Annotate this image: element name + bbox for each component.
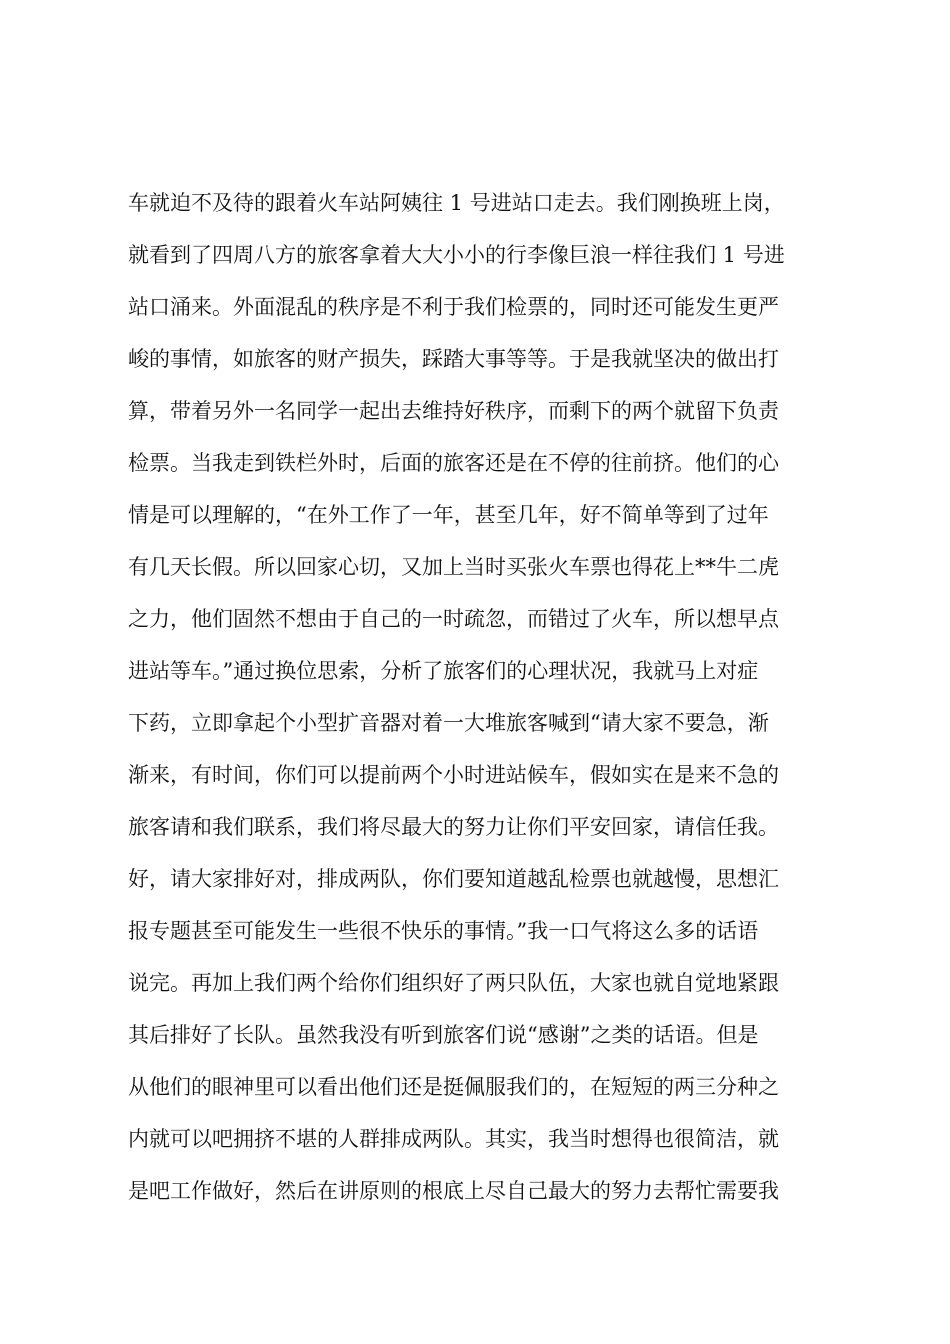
text-line: 其后排好了长队。虽然我没有听到旅客们说“感谢”之类的话语。但是	[128, 1023, 759, 1047]
text-line: 情是可以理解的，“在外工作了一年，甚至几年，好不简单等到了过年	[128, 503, 769, 527]
text-line: 好，请大家排好对，排成两队，你们要知道越乱检票也就越慢，思想汇	[128, 867, 779, 891]
text-line: 峻的事情，如旅客的财产损失，踩踏大事等等。于是我就坚决的做出打	[128, 347, 779, 371]
text-line: 检票。当我走到铁栏外时，后面的旅客还是在不停的往前挤。他们的心	[128, 451, 779, 475]
text-line: 车就迫不及待的跟着火车站阿姨往 1 号进站口走去。我们刚换班上岗，	[128, 191, 785, 215]
text-line: 从他们的眼神里可以看出他们还是挺佩服我们的，在短短的两三分种之	[128, 1075, 779, 1099]
text-line: 说完。再加上我们两个给你们组织好了两只队伍，大家也就自觉地紧跟	[128, 971, 779, 995]
text-line: 之力，他们固然不想由于自己的一时疏忽，而错过了火车，所以想早点	[128, 607, 779, 631]
text-line: 报专题甚至可能发生一些很不快乐的事情。”我一口气将这么多的话语	[128, 919, 759, 943]
text-line: 有几天长假。所以回家心切，又加上当时买张火车票也得花上**牛二虎	[128, 555, 779, 579]
text-line: 内就可以吧拥挤不堪的人群排成两队。其实，我当时想得也很简洁，就	[128, 1127, 779, 1151]
text-line: 就看到了四周八方的旅客拿着大大小小的行李像巨浪一样往我们 1 号进	[128, 243, 785, 267]
text-line: 算，带着另外一名同学一起出去维持好秩序，而剩下的两个就留下负责	[128, 399, 779, 423]
text-line: 渐来，有时间，你们可以提前两个小时进站候车，假如实在是来不急的	[128, 763, 779, 787]
text-line: 旅客请和我们联系，我们将尽最大的努力让你们平安回家，请信任我。	[128, 815, 779, 839]
text-line: 站口涌来。外面混乱的秩序是不利于我们检票的，同时还可能发生更严	[128, 295, 779, 319]
text-line: 进站等车。”通过换位思索，分析了旅客们的心理状况，我就马上对症	[128, 659, 759, 683]
text-line: 是吧工作做好，然后在讲原则的根底上尽自己最大的努力去帮忙需要我	[128, 1179, 779, 1203]
text-line: 下药，立即拿起个小型扩音器对着一大堆旅客喊到“请大家不要急，渐	[128, 711, 769, 735]
